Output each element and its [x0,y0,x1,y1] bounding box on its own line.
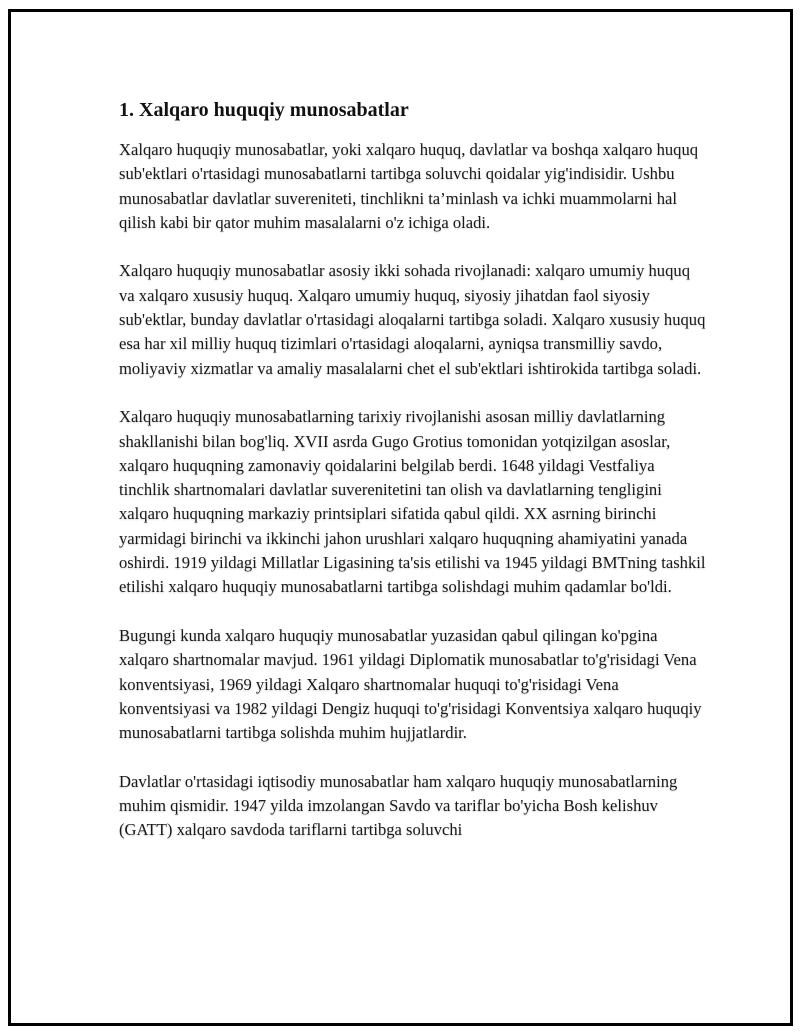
paragraph-3: Xalqaro huquqiy munosabatlarning tarixiy rivojlanishi asosan milliy davlatlarning shakllanishi bilan bog'liq. XVII asrda Gugo Grotius tomonidan yotqizilgan asoslar, xalqaro huquqning zamonaviy qoidalarini belgilab berdi. 1648 yildagi Vestfaliya tinchlik shartnomalari davlatlar suverenitetini tan olish va davlatlarning tengligini xalqaro huquqning markaziy printsiplari sifatida qabul qildi. XX asrning birinchi yarmidagi birinchi va ikkinchi jahon urushlari xalqaro huquqning ahamiyatini yanada oshirdi. 1919 yildagi Millatlar Ligasining ta'sis etilishi va 1945 yildagi BMTning tashkil etilishi xalqaro huquqiy munosabatlarni tartibga solishdagi muhim qadamlar bo'ldi. [119,407,706,597]
page-frame [8,9,793,1026]
paragraph-2: Xalqaro huquqiy munosabatlar asosiy ikki sohada rivojlanadi: xalqaro umumiy huquq va xalqaro xususiy huquq. Xalqaro umumiy huquq, siyosiy jihatdan faol siyosiy sub'ektlar, bunday davlatlar o'rtasidagi aloqalarni tartibga soladi. Xalqaro xususiy huquq esa har xil milliy huquq tizimlari o'rtasidagi aloqalarni, ayniqsa transmilliy savdo, moliyaviy xizmatlar va amaliy masalalarni chet el sub'ektlari ishtirokida tartibga soladi. [119,261,706,378]
paragraph-1: Xalqaro huquqiy munosabatlar, yoki xalqaro huquq, davlatlar va boshqa xalqaro huquq sub'ektlari o'rtasidagi munosabatlarni tartibga soluvchi qoidalar yig'indisidir. Ushbu munosabatlar davlatlar suvereniteti, tinchlikni ta’minlash va ichki muammolarni hal qilish kabi bir qator muhim masalalarni o'z ichiga oladi. [119,140,699,232]
document-body [119,96,709,867]
paragraph-4: Bugungi kunda xalqaro huquqiy munosabatlar yuzasidan qabul qilingan ko'pgina xalqaro shartnomalar mavjud. 1961 yildagi Diplomatik munosabatlar to'g'risidagi Vena konventsiyasi, 1969 yildagi Xalqaro shartnomalar huquqi to'g'risidagi Vena konventsiyasi va 1982 yildagi Dengiz huquqi to'g'risidagi Konventsiya xalqaro huquqiy munosabatlarni tartibga solishda muhim hujjatlardir. [119,625,702,743]
paragraph-5: Davlatlar o'rtasidagi iqtisodiy munosabatlar ham xalqaro huquqiy munosabatlarning muhim qismidir. 1947 yilda imzolangan Savdo va tariflar bo'yicha Bosh kelishuv (GATT) xalqaro savdoda tariflarni tartibga soluvchi [119,771,678,840]
section-heading: 1. Xalqaro huquqiy munosabatlar [119,99,409,121]
